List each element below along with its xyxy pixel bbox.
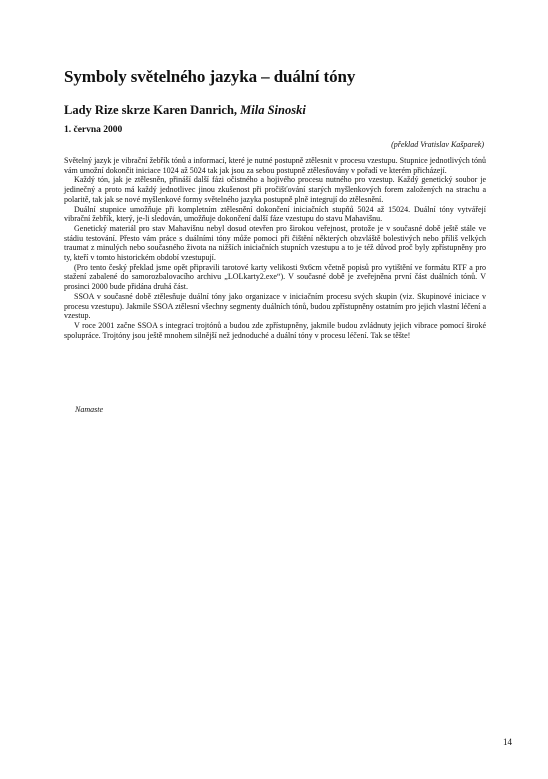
paragraph: (Pro tento český překlad jsme opět připravili tarotové karty velikosti 9x6cm včetně popisů pro vytištění ve formátu RTF a pro stažení zabalené do samorozbalovacího archivu „LOLkarty2.exe“). V současné době je zveřejněna první část duálních tónů. V prosinci 2000 bude přidána druhá část. <box>64 262 486 292</box>
paragraph: V roce 2001 začne SSOA s integrací trojtónů a budou zde zpřístupněny, jakmile budou zvládnuty jejich vibrace pomocí široké spolupráce. Trojtóny jsou ještě mnohem silnější než jednoduché a duální tóny v procesu léčení. Tak se těšte! <box>64 320 486 340</box>
signoff: Namaste <box>75 405 103 414</box>
author-line <box>64 103 306 118</box>
document-title: Symboly světelného jazyka – duální tóny <box>64 67 356 86</box>
paragraph: Genetický materiál pro stav Mahavišnu nebyl dosud otevřen pro širokou veřejnost, protože je v současné době ještě stále ve stádiu testování. Přesto vám práce s duálními tóny může pomoci při čištění některých obzvláště bolestivých nebo příliš velkých traumat z minulých nebo současného života na nižších iniciačních stupních vzestupu a to je též důvod proč byly zpřístupněny pro ty, kteří v tomto historickém období vzestupují. <box>64 223 486 263</box>
translator-credit: (překlad Vratislav Kašparek) <box>391 140 484 149</box>
paragraph: SSOA v současné době ztělesňuje duální tóny jako organizace v iniciačním procesu svých skupin (viz. Skupinové iniciace v procesu vzestupu). Jakmile SSOA ztělesní všechny segmenty duálních tónů, budou zpřístupněny ostatním pro jejich vlastní léčení a vzestup. <box>64 291 486 321</box>
paragraph: Duální stupnice umožňuje při kompletním ztělesnění dokončení iniciačních stupňů 5024 až 15024. Duální tóny vytvářejí vibrační žebřík, který, je-li sledován, umožňuje dokončení další fáze vzestupu do stavu Mahavišnu. <box>64 204 486 224</box>
paragraph: Světelný jazyk je vibrační žebřík tónů a informací, které je nutné postupně ztělesnit v procesu vzestupu. Stupnice jednotlivých tónů vám umožní dokončit iniciace 1024 až 5024 tak jak jsou za sebou postupně ztělesňovány v pořadí ve kterém přicházejí. <box>64 156 486 175</box>
coauthor-name: Mila Sinoski <box>240 103 306 117</box>
author-name: Lady Rize skrze Karen Danrich, <box>64 103 238 117</box>
paragraph: Každý tón, jak je ztělesněn, přináší další fázi očistného a hojivého procesu nutného pro vzestup. Každý genetický soubor je jedinečný a proto má každý jednotlivec jinou zkušenost při pročišťování starých myšlenkových forem založených na strachu a polaritě, tak jak se nové myšlenkové formy světelného jazyka postupně plně integrují do ztělesnění. <box>64 175 486 204</box>
page-number: 14 <box>503 737 512 747</box>
document-date: 1. června 2000 <box>64 125 123 135</box>
body-text <box>64 156 486 340</box>
